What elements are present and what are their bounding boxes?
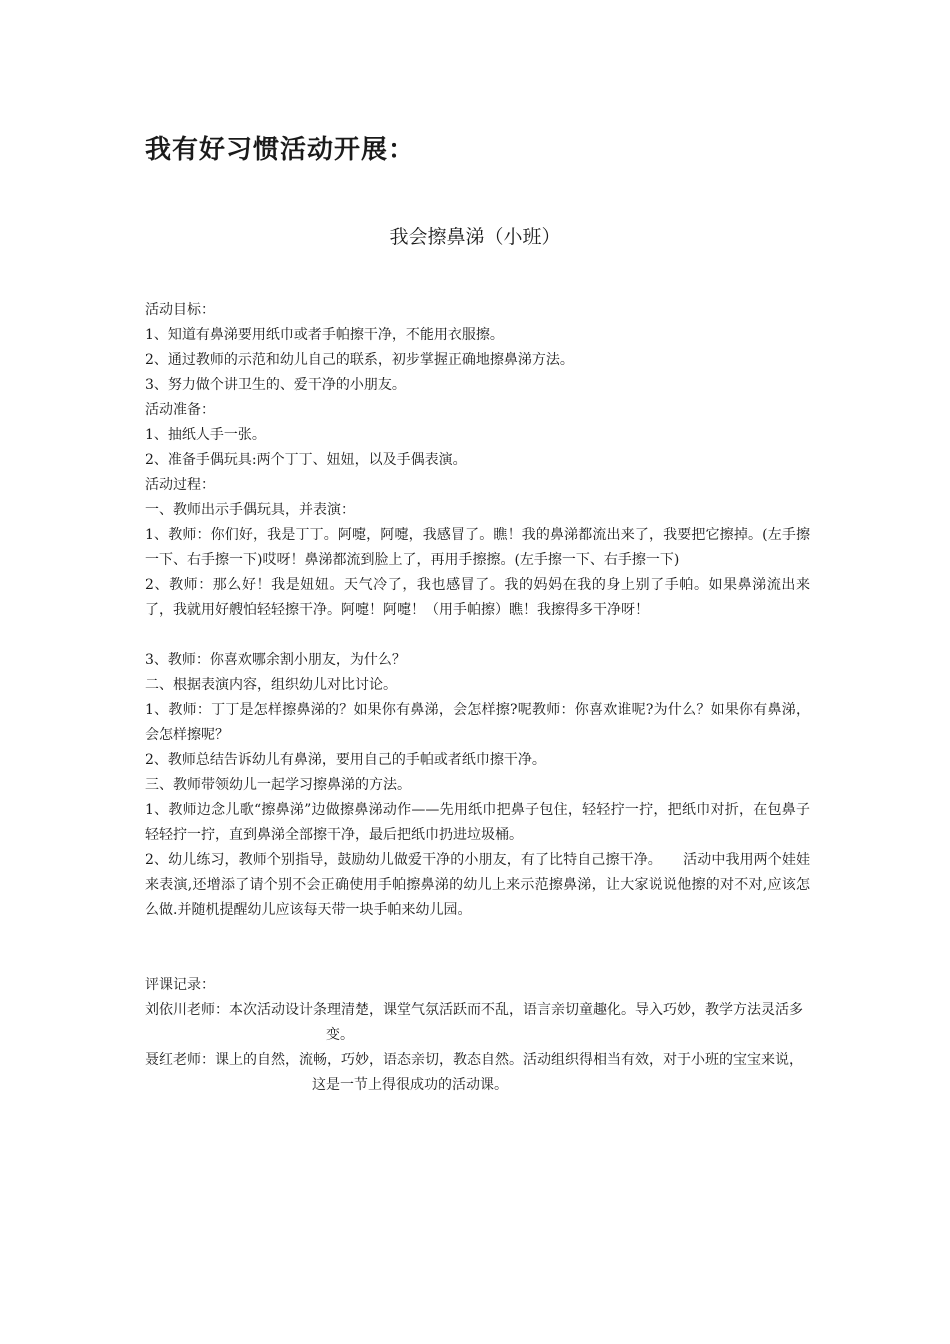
activity-goals-section: [145, 298, 810, 398]
activity-preparation-section: [145, 398, 810, 473]
review-comment: 本次活动设计条理清楚，课堂气氛活跃而不乱，语言亲切童趣化。导入巧妙，教学方法灵活多变。: [229, 1002, 803, 1043]
reviewer-name: 刘依川老师：: [145, 1002, 229, 1018]
process-item: 3、教师：你喜欢哪余割小朋友，为什么？: [145, 652, 406, 668]
page-title: 我有好习惯活动开展：: [145, 135, 416, 165]
process-item: 1、教师边念儿歌“擦鼻涕”边做擦鼻涕动作——先用纸巾把鼻子包住，轻轻拧一拧，把纸巾对折，在包鼻子轻轻拧一拧，直到鼻涕全部擦干净，最后把纸巾扔进垃圾桶。: [145, 802, 810, 843]
goal-item: 1、知道有鼻涕要用纸巾或者手帕擦干净，不能用衣服擦。: [145, 327, 504, 343]
process-part1-heading: 一、教师出示手偶玩具，并表演：: [145, 502, 355, 518]
review-entry: [145, 1048, 810, 1098]
blank-gap: [145, 923, 810, 973]
goals-heading: 活动目标：: [145, 302, 215, 318]
preparation-heading: 活动准备：: [145, 402, 215, 418]
document-body: [145, 298, 810, 1098]
review-comment: 课上的自然，流畅，巧妙，语态亲切，教态自然。活动组织得相当有效，对于小班的宝宝来说，这是一节上得很成功的活动课。: [215, 1052, 803, 1093]
blank-line: [145, 623, 810, 648]
goal-item: 3、努力做个讲卫生的、爱干净的小朋友。: [145, 377, 406, 393]
process-item: 1、教师：你们好，我是丁丁。阿嚏，阿嚏，我感冒了。瞧！我的鼻涕都流出来了，我要把它擦掉。(左手擦一下、右手擦一下)哎呀！鼻涕都流到脸上了，再用手擦擦。(左手擦一下、右手擦一下): [145, 527, 810, 568]
goal-item: 2、通过教师的示范和幼儿自己的联系，初步掌握正确地擦鼻涕方法。: [145, 352, 574, 368]
process-item: 2、教师总结告诉幼儿有鼻涕，要用自己的手帕或者纸巾擦干净。: [145, 752, 546, 768]
process-part2-heading: 二、根据表演内容，组织幼儿对比讨论。: [145, 677, 397, 693]
process-heading: 活动过程：: [145, 477, 215, 493]
lesson-subtitle: 我会擦鼻涕（小班）: [389, 226, 561, 248]
preparation-item: 1、抽纸人手一张。: [145, 427, 266, 443]
process-part3-heading: 三、教师带领幼儿一起学习擦鼻涕的方法。: [145, 777, 411, 793]
process-item: 2、教师：那么好！我是妞妞。天气冷了，我也感冒了。我的妈妈在我的身上别了手帕。如果鼻涕流出来了，我就用好艘怕轻轻擦干净。阿嚏！阿嚏！（用手帕擦）瞧！我擦得多干净呀！: [145, 577, 810, 618]
activity-process-section: [145, 473, 810, 923]
review-heading: 评课记录：: [145, 977, 215, 993]
process-item: 2、幼儿练习，教师个别指导，鼓励幼儿做爱干净的小朋友，有了比特自己擦干净。 活动中我用两个娃娃来表演,还增添了请个别不会正确使用手帕擦鼻涕的幼儿上来示范擦鼻涕，让大家说说他擦的对不对,应该怎么做.并随机提醒幼儿应该每天带一块手帕来幼儿园。: [145, 852, 810, 918]
process-item: 1、教师：丁丁是怎样擦鼻涕的？如果你有鼻涕，会怎样擦?呢教师：你喜欢谁呢?为什么？如果你有鼻涕，会怎样擦呢？: [145, 702, 810, 743]
review-record-section: [145, 973, 810, 1098]
preparation-item: 2、准备手偶玩具:两个丁丁、妞妞，以及手偶表演。: [145, 452, 467, 468]
review-entry: [145, 998, 810, 1048]
reviewer-name: 聂红老师：: [145, 1052, 215, 1068]
